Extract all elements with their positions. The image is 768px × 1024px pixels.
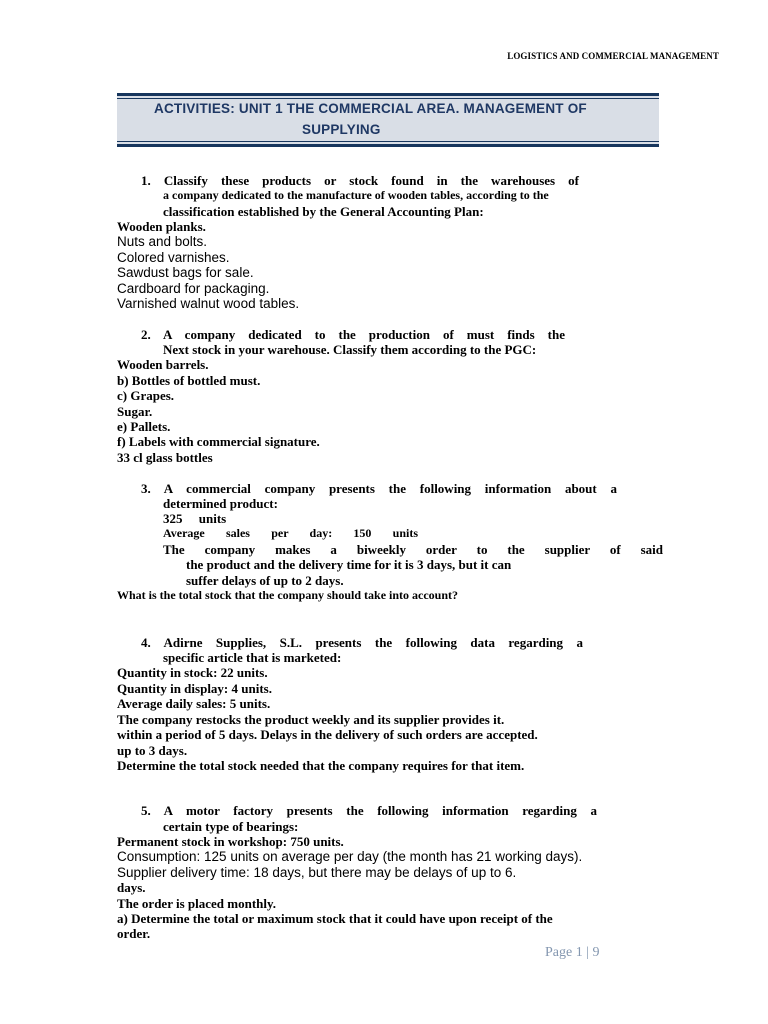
q4-item: up to 3 days. bbox=[117, 743, 188, 758]
q4-item: Average daily sales: 5 units. bbox=[117, 696, 271, 711]
q2-item: c) Grapes. bbox=[117, 388, 175, 403]
q4-line2: specific article that is marketed: bbox=[163, 650, 342, 665]
q1-item: Cardboard for packaging. bbox=[117, 281, 270, 296]
q3-line4: Average sales per day: 150 units bbox=[163, 526, 418, 540]
banner-title-line1: ACTIVITIES: UNIT 1 THE COMMERCIAL AREA. MANAGEMENT OF bbox=[154, 101, 587, 116]
q4-item: The company restocks the product weekly and its supplier provides it. bbox=[117, 712, 505, 727]
q1-line3: classification established by the General Accounting Plan: bbox=[163, 204, 484, 219]
banner-bottom-rule-thin bbox=[117, 141, 659, 142]
q4-line1: 4. Adirne Supplies, S.L. presents the following data regarding a bbox=[141, 635, 583, 650]
q4-item: within a period of 5 days. Delays in the delivery of such orders are accepted. bbox=[117, 727, 538, 742]
q1-item: Sawdust bags for sale. bbox=[117, 265, 254, 280]
activities-banner bbox=[117, 93, 659, 147]
q2-line2: Next stock in your warehouse. Classify them according to the PGC: bbox=[163, 342, 537, 357]
q2-item: f) Labels with commercial signature. bbox=[117, 434, 320, 449]
q4-item: Determine the total stock needed that the company requires for that item. bbox=[117, 758, 525, 773]
q4-item: Quantity in stock: 22 units. bbox=[117, 665, 268, 680]
q5-line2: certain type of bearings: bbox=[163, 819, 299, 834]
q2-line1: 2. A company dedicated to the production of must finds the bbox=[141, 327, 565, 342]
q3-line7: suffer delays of up to 2 days. bbox=[186, 573, 344, 588]
q2-item: Wooden barrels. bbox=[117, 357, 209, 372]
q5-line9: order. bbox=[117, 926, 151, 941]
q1-item: Nuts and bolts. bbox=[117, 234, 208, 249]
q2-item: Sugar. bbox=[117, 404, 153, 419]
q1-item: Colored varnishes. bbox=[117, 250, 230, 265]
q5-line4: Consumption: 125 units on average per day (the month has 21 working days). bbox=[117, 849, 583, 864]
q5-line7: The order is placed monthly. bbox=[117, 896, 277, 911]
banner-top-rule bbox=[117, 93, 659, 96]
q5-line5: Supplier delivery time: 18 days, but there may be delays of up to 6. bbox=[117, 865, 517, 880]
q3-line5: The company makes a biweekly order to the supplier of said bbox=[163, 542, 663, 557]
q5-line6: days. bbox=[117, 880, 146, 895]
banner-title-line2: SUPPLYING bbox=[302, 122, 381, 137]
q3-line6: the product and the delivery time for it is 3 days, but it can bbox=[186, 557, 512, 572]
q2-item: 33 cl glass bottles bbox=[117, 450, 213, 465]
running-header: LOGISTICS AND COMMERCIAL MANAGEMENT bbox=[507, 51, 719, 61]
q1-item: Varnished walnut wood tables. bbox=[117, 296, 300, 311]
q4-item: Quantity in display: 4 units. bbox=[117, 681, 272, 696]
banner-top-rule-thin bbox=[117, 98, 659, 99]
q1-line1: 1. Classify these products or stock found in the warehouses of bbox=[141, 173, 579, 188]
q3-line3: 325 units bbox=[163, 511, 227, 526]
q5-line3: Permanent stock in workshop: 750 units. bbox=[117, 834, 344, 849]
q5-line1: 5. A motor factory presents the following information regarding a bbox=[141, 803, 597, 818]
q2-item: e) Pallets. bbox=[117, 419, 171, 434]
q3-line2: determined product: bbox=[163, 496, 278, 511]
q3-line8: What is the total stock that the company should take into account? bbox=[117, 588, 459, 602]
q2-item: b) Bottles of bottled must. bbox=[117, 373, 261, 388]
q1-line2: a company dedicated to the manufacture of wooden tables, according to the bbox=[163, 188, 549, 202]
q3-line1: 3. A commercial company presents the following information about a bbox=[141, 481, 617, 496]
q5-line8: a) Determine the total or maximum stock that it could have upon receipt of the bbox=[117, 911, 553, 926]
q1-item: Wooden planks. bbox=[117, 219, 206, 234]
banner-bottom-rule bbox=[117, 144, 659, 147]
page-number: Page 1 | 9 bbox=[545, 945, 600, 960]
